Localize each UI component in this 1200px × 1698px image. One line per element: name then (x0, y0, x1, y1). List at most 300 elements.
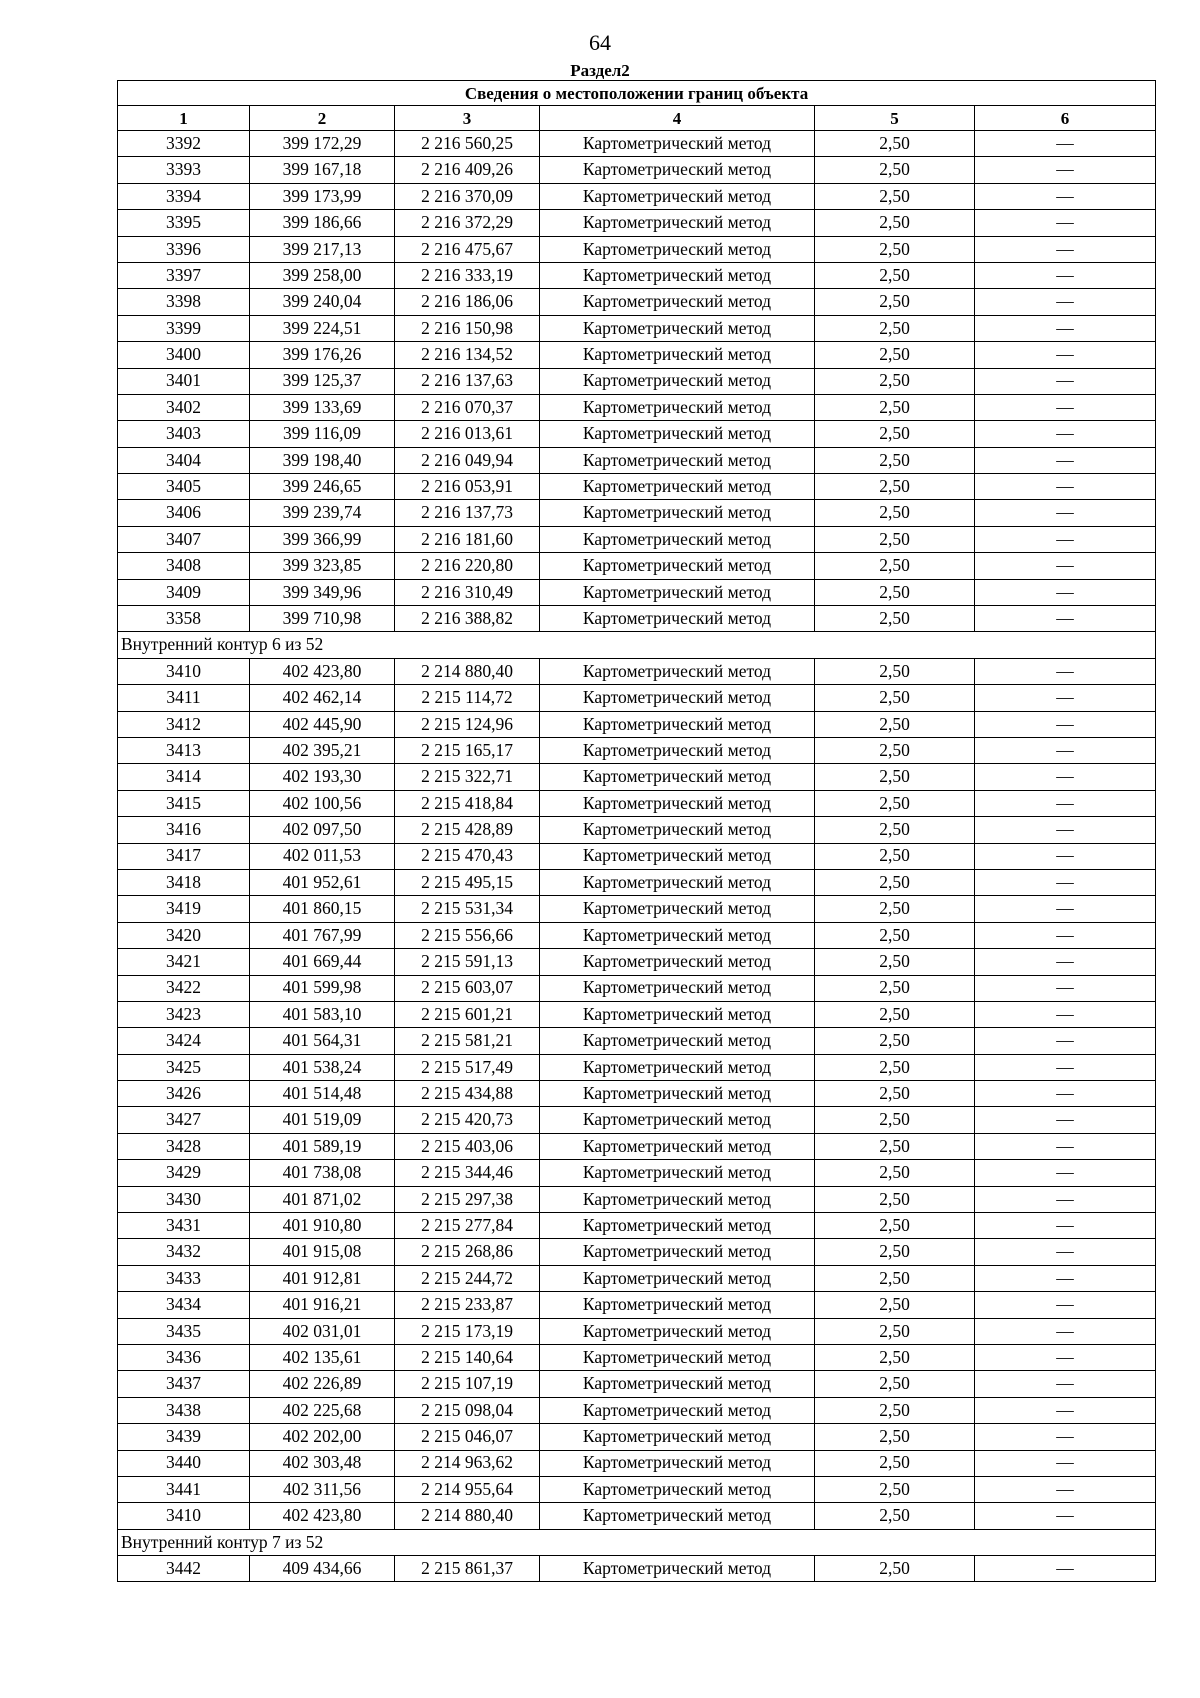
x-coordinate-cell: 401 871,02 (250, 1186, 395, 1212)
method-cell: Картометрический метод (540, 421, 815, 447)
y-coordinate-cell: 2 215 322,71 (395, 764, 540, 790)
y-coordinate-cell: 2 215 344,46 (395, 1160, 540, 1186)
description-cell: — (975, 1054, 1156, 1080)
x-coordinate-cell: 399 167,18 (250, 157, 395, 183)
table-row (118, 210, 1156, 236)
description-cell: — (975, 737, 1156, 763)
description-cell: — (975, 1344, 1156, 1370)
table-row (118, 764, 1156, 790)
method-cell: Картометрический метод (540, 289, 815, 315)
method-cell: Картометрический метод (540, 975, 815, 1001)
y-coordinate-cell: 2 215 403,06 (395, 1133, 540, 1159)
point-number-cell: 3406 (118, 500, 250, 526)
y-coordinate-cell: 2 215 556,66 (395, 922, 540, 948)
method-cell: Картометрический метод (540, 1292, 815, 1318)
point-number-cell: 3436 (118, 1344, 250, 1370)
table-row (118, 1344, 1156, 1370)
column-header: 3 (395, 106, 540, 131)
y-coordinate-cell: 2 216 333,19 (395, 262, 540, 288)
x-coordinate-cell: 402 445,90 (250, 711, 395, 737)
description-cell: — (975, 1265, 1156, 1291)
table-row (118, 790, 1156, 816)
y-coordinate-cell: 2 215 107,19 (395, 1371, 540, 1397)
method-cell: Картометрический метод (540, 474, 815, 500)
y-coordinate-cell: 2 216 013,61 (395, 421, 540, 447)
x-coordinate-cell: 402 303,48 (250, 1450, 395, 1476)
table-row (118, 1265, 1156, 1291)
x-coordinate-cell: 399 186,66 (250, 210, 395, 236)
point-number-cell: 3442 (118, 1556, 250, 1582)
description-cell: — (975, 1450, 1156, 1476)
y-coordinate-cell: 2 214 963,62 (395, 1450, 540, 1476)
description-cell: — (975, 183, 1156, 209)
column-header: 2 (250, 106, 395, 131)
accuracy-cell: 2,50 (815, 658, 975, 684)
y-coordinate-cell: 2 215 124,96 (395, 711, 540, 737)
x-coordinate-cell: 399 240,04 (250, 289, 395, 315)
point-number-cell: 3394 (118, 183, 250, 209)
accuracy-cell: 2,50 (815, 975, 975, 1001)
method-cell: Картометрический метод (540, 790, 815, 816)
accuracy-cell: 2,50 (815, 1107, 975, 1133)
point-number-cell: 3440 (118, 1450, 250, 1476)
description-cell: — (975, 1292, 1156, 1318)
point-number-cell: 3426 (118, 1081, 250, 1107)
method-cell: Картометрический метод (540, 896, 815, 922)
x-coordinate-cell: 402 011,53 (250, 843, 395, 869)
accuracy-cell: 2,50 (815, 1424, 975, 1450)
y-coordinate-cell: 2 216 370,09 (395, 183, 540, 209)
accuracy-cell: 2,50 (815, 1054, 975, 1080)
description-cell: — (975, 342, 1156, 368)
point-number-cell: 3395 (118, 210, 250, 236)
description-cell: — (975, 447, 1156, 473)
x-coordinate-cell: 399 116,09 (250, 421, 395, 447)
y-coordinate-cell: 2 215 517,49 (395, 1054, 540, 1080)
method-cell: Картометрический метод (540, 579, 815, 605)
method-cell: Картометрический метод (540, 447, 815, 473)
x-coordinate-cell: 401 767,99 (250, 922, 395, 948)
table-row (118, 183, 1156, 209)
y-coordinate-cell: 2 215 420,73 (395, 1107, 540, 1133)
table-row (118, 1186, 1156, 1212)
point-number-cell: 3432 (118, 1239, 250, 1265)
x-coordinate-cell: 401 738,08 (250, 1160, 395, 1186)
x-coordinate-cell: 399 198,40 (250, 447, 395, 473)
method-cell: Картометрический метод (540, 843, 815, 869)
method-cell: Картометрический метод (540, 1213, 815, 1239)
accuracy-cell: 2,50 (815, 421, 975, 447)
table-row (118, 1133, 1156, 1159)
method-cell: Картометрический метод (540, 210, 815, 236)
y-coordinate-cell: 2 215 470,43 (395, 843, 540, 869)
x-coordinate-cell: 399 224,51 (250, 315, 395, 341)
point-number-cell: 3404 (118, 447, 250, 473)
point-number-cell: 3393 (118, 157, 250, 183)
table-row (118, 949, 1156, 975)
table-row (118, 1424, 1156, 1450)
y-coordinate-cell: 2 215 495,15 (395, 869, 540, 895)
method-cell: Картометрический метод (540, 553, 815, 579)
column-header: 6 (975, 106, 1156, 131)
point-number-cell: 3421 (118, 949, 250, 975)
point-number-cell: 3422 (118, 975, 250, 1001)
description-cell: — (975, 896, 1156, 922)
point-number-cell: 3441 (118, 1476, 250, 1502)
y-coordinate-cell: 2 215 233,87 (395, 1292, 540, 1318)
accuracy-cell: 2,50 (815, 1450, 975, 1476)
point-number-cell: 3415 (118, 790, 250, 816)
accuracy-cell: 2,50 (815, 1239, 975, 1265)
page-number: 64 (589, 30, 611, 55)
description-cell: — (975, 1001, 1156, 1027)
table-row (118, 289, 1156, 315)
description-cell: — (975, 394, 1156, 420)
y-coordinate-cell: 2 216 150,98 (395, 315, 540, 341)
point-number-cell: 3433 (118, 1265, 250, 1291)
description-cell: — (975, 1397, 1156, 1423)
point-number-cell: 3411 (118, 685, 250, 711)
x-coordinate-cell: 402 097,50 (250, 817, 395, 843)
accuracy-cell: 2,50 (815, 1371, 975, 1397)
accuracy-cell: 2,50 (815, 553, 975, 579)
y-coordinate-cell: 2 215 297,38 (395, 1186, 540, 1212)
description-cell: — (975, 817, 1156, 843)
description-cell: — (975, 1556, 1156, 1582)
y-coordinate-cell: 2 215 581,21 (395, 1028, 540, 1054)
method-cell: Картометрический метод (540, 737, 815, 763)
accuracy-cell: 2,50 (815, 342, 975, 368)
x-coordinate-cell: 399 173,99 (250, 183, 395, 209)
y-coordinate-cell: 2 216 049,94 (395, 447, 540, 473)
method-cell: Картометрический метод (540, 1450, 815, 1476)
point-number-cell: 3412 (118, 711, 250, 737)
accuracy-cell: 2,50 (815, 1081, 975, 1107)
accuracy-cell: 2,50 (815, 1318, 975, 1344)
point-number-cell: 3427 (118, 1107, 250, 1133)
y-coordinate-cell: 2 215 591,13 (395, 949, 540, 975)
point-number-cell: 3409 (118, 579, 250, 605)
y-coordinate-cell: 2 214 880,40 (395, 1503, 540, 1529)
accuracy-cell: 2,50 (815, 685, 975, 711)
x-coordinate-cell: 399 239,74 (250, 500, 395, 526)
y-coordinate-cell: 2 215 418,84 (395, 790, 540, 816)
accuracy-cell: 2,50 (815, 289, 975, 315)
x-coordinate-cell: 399 217,13 (250, 236, 395, 262)
point-number-cell: 3413 (118, 737, 250, 763)
y-coordinate-cell: 2 216 220,80 (395, 553, 540, 579)
description-cell: — (975, 262, 1156, 288)
x-coordinate-cell: 401 912,81 (250, 1265, 395, 1291)
method-cell: Картометрический метод (540, 1344, 815, 1370)
x-coordinate-cell: 402 193,30 (250, 764, 395, 790)
x-coordinate-cell: 401 669,44 (250, 949, 395, 975)
x-coordinate-cell: 399 323,85 (250, 553, 395, 579)
x-coordinate-cell: 401 589,19 (250, 1133, 395, 1159)
table-row (118, 553, 1156, 579)
description-cell: — (975, 553, 1156, 579)
point-number-cell: 3405 (118, 474, 250, 500)
accuracy-cell: 2,50 (815, 315, 975, 341)
table-row (118, 157, 1156, 183)
method-cell: Картометрический метод (540, 606, 815, 632)
description-cell: — (975, 922, 1156, 948)
point-number-cell: 3410 (118, 658, 250, 684)
column-header: 5 (815, 106, 975, 131)
y-coordinate-cell: 2 216 137,73 (395, 500, 540, 526)
x-coordinate-cell: 399 176,26 (250, 342, 395, 368)
description-cell: — (975, 1028, 1156, 1054)
accuracy-cell: 2,50 (815, 843, 975, 869)
description-cell: — (975, 790, 1156, 816)
method-cell: Картометрический метод (540, 183, 815, 209)
method-cell: Картометрический метод (540, 949, 815, 975)
table-row (118, 526, 1156, 552)
x-coordinate-cell: 401 538,24 (250, 1054, 395, 1080)
table-row (118, 1476, 1156, 1502)
point-number-cell: 3437 (118, 1371, 250, 1397)
accuracy-cell: 2,50 (815, 368, 975, 394)
accuracy-cell: 2,50 (815, 1556, 975, 1582)
y-coordinate-cell: 2 216 137,63 (395, 368, 540, 394)
accuracy-cell: 2,50 (815, 1213, 975, 1239)
point-number-cell: 3410 (118, 1503, 250, 1529)
section-title: Раздел2 (570, 61, 630, 80)
y-coordinate-cell: 2 216 388,82 (395, 606, 540, 632)
description-cell: — (975, 685, 1156, 711)
description-cell: — (975, 368, 1156, 394)
accuracy-cell: 2,50 (815, 922, 975, 948)
y-coordinate-cell: 2 215 140,64 (395, 1344, 540, 1370)
x-coordinate-cell: 399 366,99 (250, 526, 395, 552)
table-row (118, 342, 1156, 368)
description-cell: — (975, 658, 1156, 684)
accuracy-cell: 2,50 (815, 1344, 975, 1370)
accuracy-cell: 2,50 (815, 474, 975, 500)
point-number-cell: 3428 (118, 1133, 250, 1159)
table-row (118, 1160, 1156, 1186)
y-coordinate-cell: 2 215 098,04 (395, 1397, 540, 1423)
point-number-cell: 3397 (118, 262, 250, 288)
y-coordinate-cell: 2 214 880,40 (395, 658, 540, 684)
description-cell: — (975, 1133, 1156, 1159)
point-number-cell: 3408 (118, 553, 250, 579)
description-cell: — (975, 975, 1156, 1001)
accuracy-cell: 2,50 (815, 1397, 975, 1423)
method-cell: Картометрический метод (540, 1265, 815, 1291)
accuracy-cell: 2,50 (815, 394, 975, 420)
y-coordinate-cell: 2 215 277,84 (395, 1213, 540, 1239)
accuracy-cell: 2,50 (815, 869, 975, 895)
point-number-cell: 3439 (118, 1424, 250, 1450)
y-coordinate-cell: 2 216 560,25 (395, 131, 540, 157)
description-cell: — (975, 474, 1156, 500)
table-row (118, 131, 1156, 157)
y-coordinate-cell: 2 216 134,52 (395, 342, 540, 368)
method-cell: Картометрический метод (540, 1186, 815, 1212)
method-cell: Картометрический метод (540, 1001, 815, 1027)
method-cell: Картометрический метод (540, 685, 815, 711)
point-number-cell: 3407 (118, 526, 250, 552)
method-cell: Картометрический метод (540, 1133, 815, 1159)
accuracy-cell: 2,50 (815, 579, 975, 605)
y-coordinate-cell: 2 215 114,72 (395, 685, 540, 711)
point-number-cell: 3420 (118, 922, 250, 948)
method-cell: Картометрический метод (540, 1239, 815, 1265)
x-coordinate-cell: 399 133,69 (250, 394, 395, 420)
x-coordinate-cell: 401 599,98 (250, 975, 395, 1001)
x-coordinate-cell: 402 135,61 (250, 1344, 395, 1370)
table-caption-row (118, 81, 1156, 106)
table-row (118, 1028, 1156, 1054)
accuracy-cell: 2,50 (815, 1265, 975, 1291)
contour-label: Внутренний контур 6 из 52 (118, 632, 1156, 658)
table-row (118, 262, 1156, 288)
table-row (118, 711, 1156, 737)
method-cell: Картометрический метод (540, 1081, 815, 1107)
accuracy-cell: 2,50 (815, 1001, 975, 1027)
table-row (118, 1556, 1156, 1582)
point-number-cell: 3400 (118, 342, 250, 368)
table-row (118, 315, 1156, 341)
description-cell: — (975, 157, 1156, 183)
y-coordinate-cell: 2 215 244,72 (395, 1265, 540, 1291)
x-coordinate-cell: 399 258,00 (250, 262, 395, 288)
x-coordinate-cell: 399 349,96 (250, 579, 395, 605)
method-cell: Картометрический метод (540, 1397, 815, 1423)
method-cell: Картометрический метод (540, 869, 815, 895)
y-coordinate-cell: 2 215 046,07 (395, 1424, 540, 1450)
x-coordinate-cell: 401 860,15 (250, 896, 395, 922)
contour-row (118, 632, 1156, 658)
method-cell: Картометрический метод (540, 368, 815, 394)
accuracy-cell: 2,50 (815, 131, 975, 157)
x-coordinate-cell: 399 172,29 (250, 131, 395, 157)
column-header-row (118, 106, 1156, 131)
table-row (118, 236, 1156, 262)
table-row (118, 394, 1156, 420)
description-cell: — (975, 1503, 1156, 1529)
description-cell: — (975, 869, 1156, 895)
column-header: 4 (540, 106, 815, 131)
description-cell: — (975, 526, 1156, 552)
table-row (118, 1292, 1156, 1318)
description-cell: — (975, 1371, 1156, 1397)
y-coordinate-cell: 2 215 601,21 (395, 1001, 540, 1027)
y-coordinate-cell: 2 214 955,64 (395, 1476, 540, 1502)
description-cell: — (975, 1424, 1156, 1450)
table-row (118, 869, 1156, 895)
description-cell: — (975, 289, 1156, 315)
table-body (118, 131, 1156, 1582)
point-number-cell: 3424 (118, 1028, 250, 1054)
accuracy-cell: 2,50 (815, 236, 975, 262)
x-coordinate-cell: 402 423,80 (250, 658, 395, 684)
method-cell: Картометрический метод (540, 500, 815, 526)
contour-label: Внутренний контур 7 из 52 (118, 1529, 1156, 1555)
description-cell: — (975, 1160, 1156, 1186)
x-coordinate-cell: 399 125,37 (250, 368, 395, 394)
table-row (118, 1371, 1156, 1397)
y-coordinate-cell: 2 216 372,29 (395, 210, 540, 236)
accuracy-cell: 2,50 (815, 500, 975, 526)
method-cell: Картометрический метод (540, 1476, 815, 1502)
description-cell: — (975, 131, 1156, 157)
table-row (118, 606, 1156, 632)
x-coordinate-cell: 402 202,00 (250, 1424, 395, 1450)
y-coordinate-cell: 2 215 268,86 (395, 1239, 540, 1265)
x-coordinate-cell: 399 246,65 (250, 474, 395, 500)
method-cell: Картометрический метод (540, 764, 815, 790)
accuracy-cell: 2,50 (815, 210, 975, 236)
table-row (118, 922, 1156, 948)
point-number-cell: 3399 (118, 315, 250, 341)
accuracy-cell: 2,50 (815, 262, 975, 288)
y-coordinate-cell: 2 215 861,37 (395, 1556, 540, 1582)
accuracy-cell: 2,50 (815, 1476, 975, 1502)
x-coordinate-cell: 402 423,80 (250, 1503, 395, 1529)
x-coordinate-cell: 401 916,21 (250, 1292, 395, 1318)
point-number-cell: 3403 (118, 421, 250, 447)
method-cell: Картометрический метод (540, 1107, 815, 1133)
description-cell: — (975, 1476, 1156, 1502)
accuracy-cell: 2,50 (815, 1160, 975, 1186)
accuracy-cell: 2,50 (815, 817, 975, 843)
x-coordinate-cell: 401 915,08 (250, 1239, 395, 1265)
x-coordinate-cell: 409 434,66 (250, 1556, 395, 1582)
point-number-cell: 3419 (118, 896, 250, 922)
method-cell: Картометрический метод (540, 342, 815, 368)
table-row (118, 658, 1156, 684)
x-coordinate-cell: 401 514,48 (250, 1081, 395, 1107)
method-cell: Картометрический метод (540, 922, 815, 948)
method-cell: Картометрический метод (540, 1318, 815, 1344)
point-number-cell: 3358 (118, 606, 250, 632)
description-cell: — (975, 1186, 1156, 1212)
description-cell: — (975, 1213, 1156, 1239)
table-row (118, 1081, 1156, 1107)
y-coordinate-cell: 2 216 409,26 (395, 157, 540, 183)
description-cell: — (975, 606, 1156, 632)
description-cell: — (975, 1318, 1156, 1344)
table-row (118, 1450, 1156, 1476)
accuracy-cell: 2,50 (815, 737, 975, 763)
point-number-cell: 3398 (118, 289, 250, 315)
table-row (118, 1503, 1156, 1529)
y-coordinate-cell: 2 215 531,34 (395, 896, 540, 922)
method-cell: Картометрический метод (540, 526, 815, 552)
y-coordinate-cell: 2 216 310,49 (395, 579, 540, 605)
contour-row (118, 1529, 1156, 1555)
table-row (118, 1054, 1156, 1080)
x-coordinate-cell: 402 395,21 (250, 737, 395, 763)
table-row (118, 1318, 1156, 1344)
boundary-table (117, 80, 1156, 1582)
point-number-cell: 3416 (118, 817, 250, 843)
description-cell: — (975, 236, 1156, 262)
method-cell: Картометрический метод (540, 658, 815, 684)
y-coordinate-cell: 2 216 070,37 (395, 394, 540, 420)
table-row (118, 843, 1156, 869)
accuracy-cell: 2,50 (815, 447, 975, 473)
table-caption: Сведения о местоположении границ объекта (118, 81, 1156, 106)
method-cell: Картометрический метод (540, 1556, 815, 1582)
method-cell: Картометрический метод (540, 817, 815, 843)
description-cell: — (975, 949, 1156, 975)
x-coordinate-cell: 401 583,10 (250, 1001, 395, 1027)
accuracy-cell: 2,50 (815, 1133, 975, 1159)
table-row (118, 474, 1156, 500)
